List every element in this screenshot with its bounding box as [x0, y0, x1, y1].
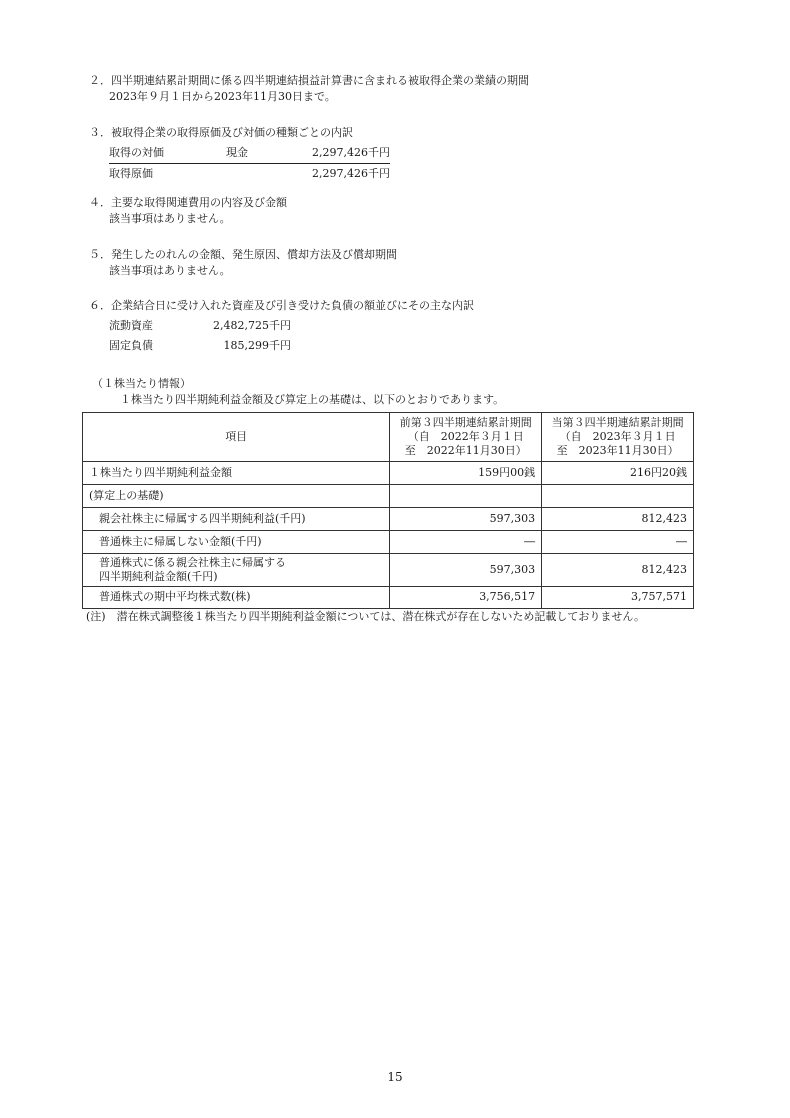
header-curr-period [542, 413, 694, 462]
assets-liabilities-table [109, 316, 291, 356]
eps-header-row [83, 413, 694, 462]
row-label: 親会社株主に帰属する四半期純利益(千円) [83, 508, 390, 531]
table-row [109, 316, 291, 336]
table-row [83, 554, 694, 587]
row-label: (算定上の基礎) [83, 485, 390, 508]
row-prev-value: 159円00銭 [390, 462, 542, 485]
table-row [83, 485, 694, 508]
header-item: 項目 [83, 413, 390, 462]
section-5-body: 該当事項はありません。 [109, 263, 231, 277]
section-3-heading: ３．被取得企業の取得原価及び対価の種類ごとの内訳 [89, 126, 353, 139]
section-6 [89, 298, 709, 314]
asset-amount: 2,482,725千円 [213, 319, 291, 332]
table-row [83, 531, 694, 554]
row-prev-value: ― [390, 531, 542, 554]
row-curr-value [542, 485, 694, 508]
row-prev-value: 3,756,517 [390, 586, 542, 608]
cost-kind: 現金 [226, 143, 276, 163]
cost-label: 取得原価 [109, 166, 153, 180]
section-3 [89, 125, 709, 141]
row-curr-value: 812,423 [542, 554, 694, 587]
section-4-heading: ４．主要な取得関連費用の内容及び金額 [89, 196, 287, 209]
row-prev-value: 597,303 [390, 554, 542, 587]
eps-title: （１株当たり情報） [92, 377, 191, 390]
acquisition-cost-table [109, 143, 390, 184]
row-curr-value: 812,423 [542, 508, 694, 531]
section-2-heading: ２．四半期連結累計期間に係る四半期連結損益計算書に含まれる被取得企業の業績の期間 [89, 74, 529, 87]
row-label [83, 554, 390, 587]
header-curr-line: 当第３四半期連結累計期間 [551, 415, 684, 429]
table-row [83, 586, 694, 608]
section-2 [89, 73, 709, 105]
header-curr-line: （自 2023年３月１日 [559, 429, 676, 443]
row-curr-value: 3,757,571 [542, 586, 694, 608]
cost-amount: 2,297,426千円 [312, 166, 390, 180]
header-curr-line: 至 2023年11月30日） [556, 444, 679, 458]
cost-kind [226, 163, 276, 183]
section-5 [89, 247, 709, 279]
eps-intro: １株当たり四半期純利益金額及び算定上の基礎は、以下のとおりであります。 [120, 392, 505, 406]
asset-label: 固定負債 [109, 338, 153, 352]
section-4-body: 該当事項はありません。 [109, 211, 231, 225]
section-4 [89, 195, 709, 227]
eps-table [82, 412, 694, 609]
section-2-body: 2023年９月１日から2023年11月30日まで。 [109, 89, 336, 103]
row-prev-value: 597,303 [390, 508, 542, 531]
row-label: 普通株式の期中平均株式数(株) [83, 586, 390, 608]
row-label: １株当たり四半期純利益金額 [83, 462, 390, 485]
header-prev-line: 至 2022年11月30日） [404, 444, 527, 458]
row-label-line: 普通株式に係る親会社株主に帰属する [99, 556, 286, 569]
section-5-heading: ５．発生したのれんの金額、発生原因、償却方法及び償却期間 [89, 248, 397, 261]
table-row [109, 336, 291, 356]
eps-section [92, 376, 712, 408]
table-row [83, 462, 694, 485]
header-prev-period [390, 413, 542, 462]
header-prev-line: （自 2022年３月１日 [407, 429, 524, 443]
header-prev-line: 前第３四半期連結累計期間 [399, 415, 532, 429]
row-curr-value: ― [542, 531, 694, 554]
asset-amount: 185,299千円 [223, 338, 291, 352]
row-curr-value: 216円20銭 [542, 462, 694, 485]
row-label-line: 四半期純利益金額(千円) [99, 569, 218, 583]
asset-label: 流動資産 [109, 319, 153, 332]
table-row [83, 508, 694, 531]
row-label: 普通株主に帰属しない金額(千円) [83, 531, 390, 554]
table-row [109, 143, 390, 163]
cost-amount: 2,297,426千円 [276, 143, 390, 163]
row-prev-value [390, 485, 542, 508]
eps-note: (注) 潜在株式調整後１株当たり四半期純利益金額については、潜在株式が存在しないため記載しておりません。 [86, 610, 646, 623]
section-6-heading: ６．企業結合日に受け入れた資産及び引き受けた負債の額並びにその主な内訳 [89, 299, 474, 312]
table-row [109, 163, 390, 183]
page-number: 15 [387, 1070, 403, 1084]
cost-label: 取得の対価 [109, 143, 226, 163]
